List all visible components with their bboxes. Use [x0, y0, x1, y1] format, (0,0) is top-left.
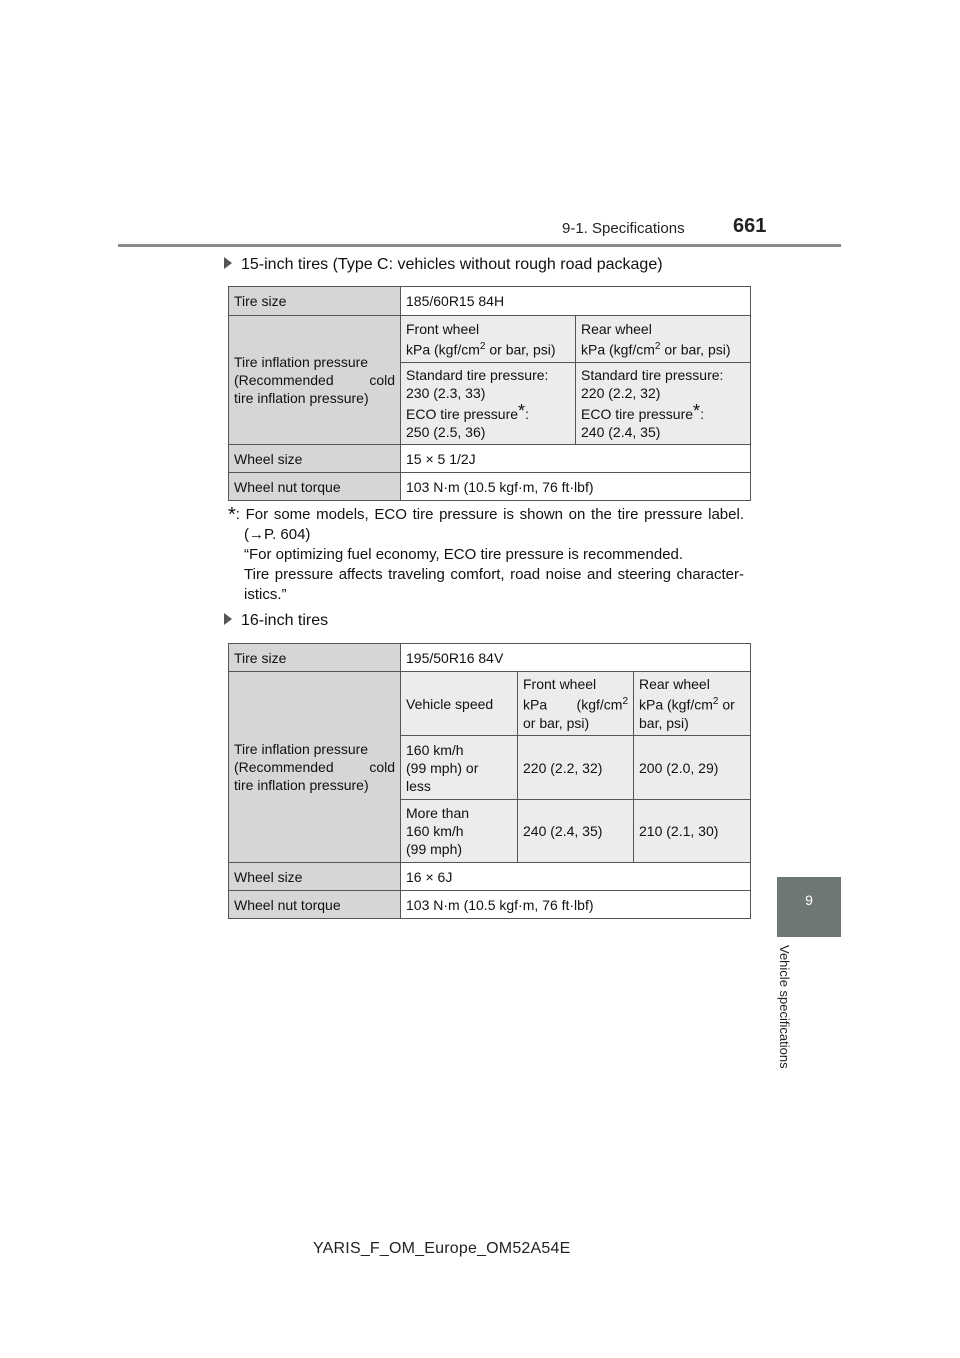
rear-wheel-unit: bar, psi)	[639, 714, 689, 731]
tire-pressure-label-line: (Recommended cold	[234, 372, 395, 388]
eco-pressure-label: ECO tire pressure	[581, 406, 694, 422]
footnote-text: : For some models, ECO tire pressure is shown on the tire pressure label.	[235, 506, 744, 523]
rear-wheel-unit: or	[718, 696, 735, 713]
tire-pressure-label-line: (Recommended cold	[234, 759, 395, 775]
table-row	[229, 445, 751, 473]
spec-table-16inch	[228, 643, 751, 919]
rear-wheel-header-line: Rear wheel	[639, 676, 710, 693]
speed-line: More than	[406, 805, 470, 821]
table-row	[229, 316, 751, 363]
front-wheel-unit-line	[523, 693, 628, 714]
tire-pressure-label	[229, 672, 401, 863]
section1-heading-text: 15-inch tires (Type C: vehicles without rough road package)	[241, 256, 663, 273]
std-pressure-label: Standard tire pressure:	[581, 367, 724, 383]
tire-size-label: Tire size	[229, 287, 401, 316]
front-wheel-unit: kPa (kgf/cm	[406, 341, 480, 358]
eco-pressure-value: 250 (2.5, 36)	[406, 424, 486, 440]
front-wheel-pressure: 220 (2.2, 32)	[518, 736, 634, 800]
vehicle-speed-cell	[401, 800, 518, 863]
page-reference-link[interactable]: (→P. 604)	[244, 526, 311, 543]
superscript: 2	[479, 340, 486, 352]
front-wheel-header-line: Front wheel	[523, 676, 597, 693]
wheel-nut-torque-label: Wheel nut torque	[229, 473, 401, 501]
wheel-nut-torque-value: 103 N·m (10.5 kgf·m, 76 ft·lbf)	[401, 891, 751, 919]
tire-pressure-label-line: Tire inflation pressure	[234, 354, 369, 370]
wheel-size-value: 15 × 5 1/2J	[401, 445, 751, 473]
superscript: 2	[712, 696, 719, 708]
speed-line: 160 km/h	[406, 823, 464, 839]
speed-line: less	[406, 777, 431, 794]
front-wheel-unit: or bar, psi)	[485, 341, 556, 358]
section2-heading	[224, 612, 328, 630]
rear-wheel-pressure: 210 (2.1, 30)	[634, 800, 751, 863]
chapter-side-label-text: Vehicle specifications	[777, 945, 792, 1069]
table-row	[229, 644, 751, 672]
tire-pressure-label-line: tire inflation pressure)	[234, 390, 369, 406]
wheel-size-label: Wheel size	[229, 863, 401, 891]
eco-pressure-colon: :	[525, 406, 529, 422]
footer-doc-id: YARIS_F_OM_Europe_OM52A54E	[313, 1240, 571, 1257]
vehicle-speed-header: Vehicle speed	[401, 672, 518, 736]
std-pressure-value: 230 (2.3, 33)	[406, 385, 486, 401]
front-wheel-header	[518, 672, 634, 736]
tire-pressure-label-line: Tire inflation pressure	[234, 741, 369, 757]
tire-pressure-label	[229, 316, 401, 445]
front-wheel-header-line: Front wheel	[406, 320, 480, 337]
front-wheel-unit: or bar, psi)	[523, 714, 590, 731]
eco-pressure-value: 240 (2.4, 35)	[581, 424, 661, 440]
wheel-nut-torque-label: Wheel nut torque	[229, 891, 401, 919]
tire-pressure-label-line: tire inflation pressure)	[234, 777, 369, 793]
rear-wheel-header	[576, 316, 751, 363]
vehicle-speed-cell	[401, 736, 518, 800]
header-divider	[118, 244, 841, 247]
front-wheel-pressure: 240 (2.4, 35)	[518, 800, 634, 863]
chapter-tab-number: 9	[805, 892, 813, 908]
table-row	[229, 672, 751, 736]
header-section-title: 9-1. Specifications	[562, 220, 685, 237]
rear-wheel-unit: or bar, psi)	[660, 341, 731, 358]
section1-heading	[224, 256, 663, 274]
front-wheel-header	[401, 316, 576, 363]
eco-pressure-label: ECO tire pressure	[406, 406, 519, 422]
front-wheel-unit: kPa (kgf/cm	[523, 696, 623, 713]
footnote-asterisk: *	[228, 504, 236, 526]
eco-pressure-colon: :	[700, 406, 704, 422]
superscript: 2	[622, 696, 628, 708]
footnote-asterisk: *	[693, 401, 701, 421]
tire-size-label: Tire size	[229, 644, 401, 672]
rear-wheel-unit: kPa (kgf/cm	[581, 341, 655, 358]
table-row	[229, 473, 751, 501]
speed-line: (99 mph)	[406, 841, 463, 857]
speed-line: (99 mph) or	[406, 759, 479, 776]
front-wheel-pressure	[401, 363, 576, 445]
footnote-line	[228, 505, 744, 525]
rear-wheel-header-line: Rear wheel	[581, 320, 652, 337]
footnote-line: istics.”	[244, 586, 287, 603]
tire-size-value: 195/50R16 84V	[401, 644, 751, 672]
superscript: 2	[654, 340, 661, 352]
table-row	[229, 891, 751, 919]
rear-wheel-header	[634, 672, 751, 736]
table-row	[229, 287, 751, 316]
footnote	[228, 505, 744, 605]
page-number: 661	[733, 215, 767, 237]
std-pressure-label: Standard tire pressure:	[406, 367, 549, 383]
speed-line: 160 km/h	[406, 741, 464, 758]
wheel-size-label: Wheel size	[229, 445, 401, 473]
triangle-bullet-icon	[224, 257, 232, 269]
rear-wheel-pressure: 200 (2.0, 29)	[634, 736, 751, 800]
footnote-asterisk: *	[518, 401, 526, 421]
table-row	[229, 863, 751, 891]
rear-wheel-unit: kPa (kgf/cm	[639, 696, 713, 713]
footnote-line: “For optimizing fuel economy, ECO tire pressure is recommended.	[244, 546, 684, 563]
footnote-line: Tire pressure affects traveling comfort, road noise and steering character-	[244, 566, 744, 583]
chapter-side-label	[772, 945, 812, 1085]
wheel-nut-torque-value: 103 N·m (10.5 kgf·m, 76 ft·lbf)	[401, 473, 751, 501]
rear-wheel-pressure	[576, 363, 751, 445]
triangle-bullet-icon	[224, 613, 232, 625]
section2-heading-text: 16-inch tires	[241, 612, 329, 629]
wheel-size-value: 16 × 6J	[401, 863, 751, 891]
std-pressure-value: 220 (2.2, 32)	[581, 385, 661, 401]
spec-table-15inch	[228, 286, 751, 501]
tire-size-value: 185/60R15 84H	[401, 287, 751, 316]
